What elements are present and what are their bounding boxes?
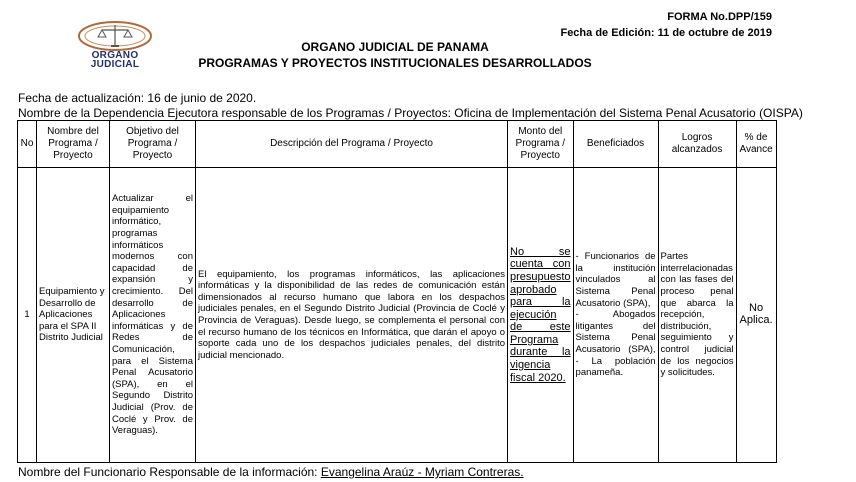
cell-no: 1 bbox=[18, 168, 37, 463]
header-objetivo: Objetivo del Programa / Proyecto bbox=[110, 121, 196, 168]
cell-monto: No se cuenta con presupuesto aprobado para la ejecución de este Programa durante la vigencia fiscal 2020. bbox=[508, 168, 574, 463]
beneficiados-line-1: - Funcionarios de la institución vinculados al Sistema Penal Acusatorio (SPA), bbox=[575, 251, 656, 309]
header-avance: % de Avance bbox=[736, 121, 776, 168]
header-no: No bbox=[18, 121, 37, 168]
responsible-official bbox=[18, 465, 524, 479]
header-monto: Monto del Programa / Proyecto bbox=[508, 121, 574, 168]
header-logros: Logros alcanzados bbox=[658, 121, 736, 168]
responsible-label: Nombre del Funcionario Responsable de la información: bbox=[18, 465, 321, 479]
cell-objetivo: Actualizar el equipamiento informático, programas informáticos modernos con capacidad de expansión y crecimiento. Del desarrollo de Aplicaciones informáticas y de Redes de Comunicación, para el Sistema Penal Acusatorio (SPA), en el Segundo Distrito Judicial (Prov. de Coclé y Prov. de Veraguas). bbox=[110, 168, 196, 463]
cell-avance: No Aplica. bbox=[736, 168, 776, 463]
dependency-name: Nombre de la Dependencia Ejecutora responsable de los Programas / Proyectos: Oficina de Implementación del Sistema Penal Acusatorio (OISPA) bbox=[18, 106, 803, 120]
logo-line-2: JUDICIAL bbox=[90, 59, 140, 70]
header-beneficiados: Beneficiados bbox=[573, 121, 658, 168]
table-header-row bbox=[18, 121, 777, 168]
cell-beneficiados bbox=[573, 168, 658, 463]
update-date: Fecha de actualización: 16 de junio de 2020. bbox=[18, 91, 257, 105]
page-subtitle: PROGRAMAS Y PROYECTOS INSTITUCIONALES DESARROLLADOS bbox=[198, 56, 592, 70]
programs-table bbox=[17, 120, 777, 463]
cell-descripcion: El equipamiento, los programas informáticos, las aplicaciones informáticas y la disponibilidad de las redes de comunicación están dimensionados al recurso humano que labora en los despachos judiciales penales, en el Segundo Distrito Judicial (Provincia de Coclé y Provincia de Veraguas). Desde luego, se complementa el personal con el recurso humano de los técnicos en Informática, que darán el apoyo o soporte cada uno de los despachos judiciales penales, del distrito judicial mencionado. bbox=[196, 168, 508, 463]
table-row bbox=[18, 168, 777, 463]
header-descripcion: Descripción del Programa / Proyecto bbox=[196, 121, 508, 168]
cell-logros: Partes interrelacionadas con las fases del proceso penal que abarca la recepción, distribución, seguimiento y control judicial de los negocios y solicitudes. bbox=[658, 168, 736, 463]
cell-nombre: Equipamiento y Desarrollo de Aplicaciones para el SPA II Distrito Judicial bbox=[37, 168, 110, 463]
page-title: ORGANO JUDICIAL DE PANAMA bbox=[301, 40, 489, 54]
form-number: FORMA No.DPP/159 bbox=[667, 11, 772, 23]
logo-line-1: ORGANO bbox=[91, 50, 139, 61]
beneficiados-line-2: - Abogados litigantes del Sistema Penal Acusatorio (SPA), - La población panameña. bbox=[575, 309, 656, 379]
edition-date: Fecha de Edición: 11 de octubre de 2019 bbox=[560, 27, 772, 39]
responsible-names: Evangelina Araúz - Myriam Contreras. bbox=[320, 465, 524, 479]
header-nombre: Nombre del Programa / Proyecto bbox=[37, 121, 110, 168]
